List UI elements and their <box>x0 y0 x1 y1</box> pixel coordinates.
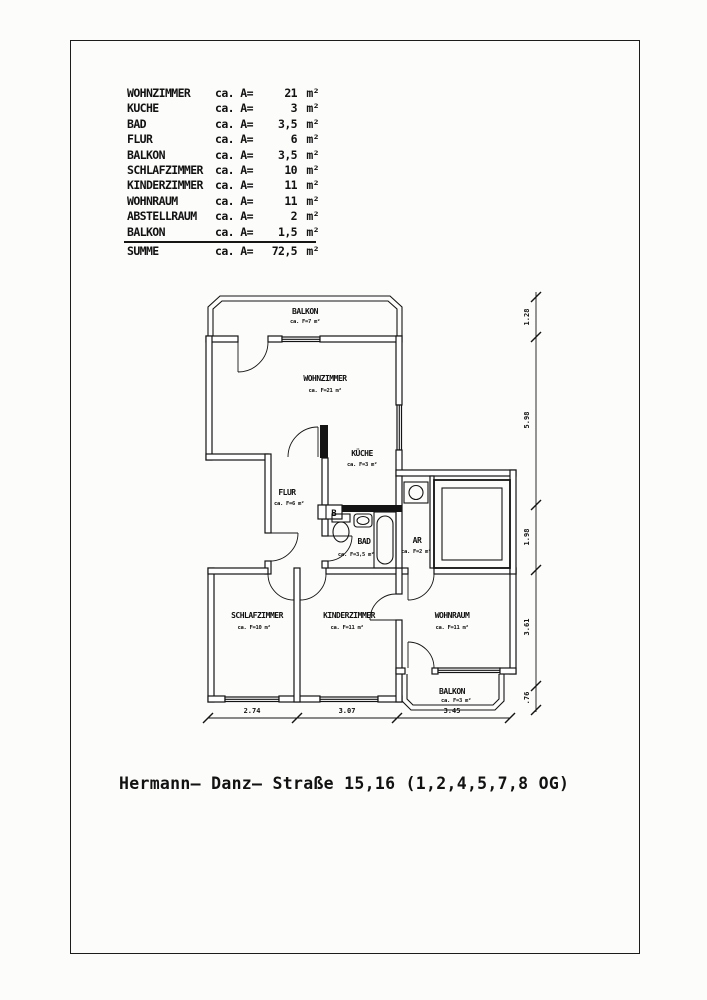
area-value: 6 <box>290 132 297 147</box>
area-value: 21 <box>284 86 297 100</box>
stairwell-outer <box>434 480 510 568</box>
dim-label: 1.98 <box>523 528 531 546</box>
wall-segment <box>396 336 402 405</box>
dimension-bottom <box>203 707 515 723</box>
balcony-top-railing <box>208 296 402 336</box>
wall-segment <box>396 470 516 476</box>
wall-segment <box>206 454 268 460</box>
area-value: 1,5 <box>278 224 297 239</box>
room-name: WOHNRAUM <box>127 193 178 208</box>
dim-label: 3.61 <box>523 618 531 636</box>
room-area: ca. F=21 m² <box>308 388 342 394</box>
wall-segment <box>500 668 516 674</box>
room-name: FLUR <box>127 132 153 147</box>
area-value: 10 <box>284 162 297 177</box>
area-unit: m² <box>306 116 319 131</box>
room-label: KINDERZIMMER <box>323 611 375 620</box>
room-name: ABSTELLRAUM <box>127 209 197 224</box>
wall-segment <box>396 568 402 594</box>
total-value: 72,5 <box>271 243 297 258</box>
wall-segment <box>322 519 328 536</box>
sink-icon <box>354 514 372 527</box>
kitchen-wall-stub <box>320 425 328 458</box>
room-area: ca. F=10 m² <box>237 625 271 631</box>
stairwell <box>434 480 510 568</box>
dim-label: 5.98 <box>523 411 531 429</box>
area-value: 2 <box>290 209 297 224</box>
area-unit: m² <box>306 209 319 224</box>
area-prefix: ca. A= <box>215 132 253 147</box>
bathtub-icon <box>374 512 396 568</box>
room-label: SCHLAFZIMMER <box>231 611 283 620</box>
area-value: 3 <box>290 101 297 116</box>
room-label: FLUR <box>278 488 296 497</box>
room-label: BALKON <box>439 687 465 696</box>
area-value: 3,5 <box>278 116 297 131</box>
area-prefix: ca. A= <box>215 193 253 208</box>
wall-segment <box>434 568 516 574</box>
room-area: ca. F=3,5 m² <box>337 552 375 558</box>
dimension-right <box>523 292 541 715</box>
dim-label: 3.07 <box>338 707 356 715</box>
area-unit: m² <box>306 243 319 258</box>
wall-segment <box>396 620 402 702</box>
room-label: WOHNRAUM <box>434 611 470 620</box>
wall-segment <box>206 336 212 460</box>
area-unit: m² <box>306 132 319 147</box>
wall-segment <box>432 668 438 674</box>
area-unit: m² <box>306 101 319 116</box>
room-name: WOHNZIMMER <box>127 86 191 100</box>
shaft-box-label: B <box>331 509 337 519</box>
area-unit: m² <box>306 193 319 208</box>
wall-segment <box>396 668 405 674</box>
wall-segment <box>510 568 516 674</box>
dim-label: 1.28 <box>523 308 531 326</box>
area-unit: m² <box>306 224 319 239</box>
room-label: KÜCHE <box>351 449 373 458</box>
room-name: BAD <box>127 116 146 131</box>
living-room-door <box>408 574 434 600</box>
area-prefix: ca. A= <box>215 209 253 224</box>
area-value: 3,5 <box>278 147 297 162</box>
shaft-box-outline <box>318 505 342 519</box>
room-name: KINDERZIMMER <box>127 178 203 193</box>
room-area: ca. F=11 m² <box>435 625 469 631</box>
wall-segment <box>322 458 328 505</box>
room-area: ca. F=6 m² <box>273 501 305 507</box>
area-prefix: ca. A= <box>215 86 253 100</box>
room-name: BALKON <box>127 147 165 162</box>
area-prefix: ca. A= <box>215 243 253 258</box>
area-value: 11 <box>284 193 297 208</box>
room-name: SCHLAFZIMMER <box>127 162 203 177</box>
kitchen-door <box>288 427 318 457</box>
area-unit: m² <box>306 162 319 177</box>
area-prefix: ca. A= <box>215 162 253 177</box>
washing-machine-icon <box>404 482 428 503</box>
area-unit: m² <box>306 147 319 162</box>
area-prefix: ca. A= <box>215 101 253 116</box>
area-prefix: ca. A= <box>215 116 253 131</box>
room-name: KUCHE <box>127 101 159 116</box>
entry-door <box>270 533 298 561</box>
room-label: WOHNZIMMER <box>303 374 347 383</box>
total-label: SUMME <box>127 243 159 258</box>
stairwell-inner <box>442 488 502 560</box>
area-prefix: ca. A= <box>215 178 253 193</box>
balcony-door-bottom <box>408 642 434 668</box>
room-label: BALKON <box>292 307 318 316</box>
dim-label: 2.74 <box>243 707 261 715</box>
dim-label: 3.45 <box>443 707 461 715</box>
balcony-door <box>238 342 268 372</box>
area-unit: m² <box>306 86 319 100</box>
wall-segment <box>265 454 271 533</box>
walls <box>206 336 516 702</box>
dim-label: .76 <box>523 691 531 705</box>
wall-segment <box>268 336 282 342</box>
area-unit: m² <box>306 178 319 193</box>
wall-segment <box>320 336 402 342</box>
address-caption: Hermann— Danz— Straße 15,16 (1,2,4,5,7,8 OG) <box>119 774 570 793</box>
room-label: AR <box>412 536 422 545</box>
room-area: ca. F=2 m² <box>400 549 432 555</box>
area-prefix: ca. A= <box>215 224 253 239</box>
wall-segment <box>208 696 225 702</box>
wall-segment <box>294 568 300 702</box>
room-label: BAD <box>357 537 371 546</box>
wall-segment <box>208 568 268 574</box>
room-area: ca. F=7 m² <box>289 319 321 325</box>
kids-room-door <box>300 574 326 600</box>
room-area: ca. F=3 m² <box>346 462 378 468</box>
wall-segment <box>208 568 214 702</box>
room-area: ca. F=3 m² <box>440 698 472 704</box>
wall-segment <box>322 561 328 568</box>
shaft-box <box>318 505 342 519</box>
area-value: 11 <box>284 178 297 193</box>
area-prefix: ca. A= <box>215 147 253 162</box>
room-area: ca. F=11 m² <box>330 625 364 631</box>
room-name: BALKON <box>127 224 165 239</box>
bedroom-door <box>268 574 294 600</box>
